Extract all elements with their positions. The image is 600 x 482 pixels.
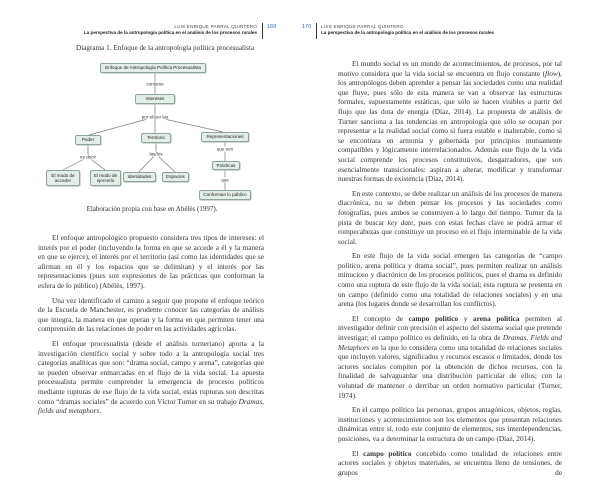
diagram-link-label: las/los <box>149 151 163 157</box>
diagram-node-conforman: Conforman lo público <box>199 190 251 200</box>
diagram-title: Diagrama 1. Enfoque de la antropología política procesualista <box>76 44 255 52</box>
text-run: En este contexto, se debe realizar un análisis de los procesos de manera diacrónica, no se deben pensar los procesos y las sociedades como fotografías, pues ambos se construyen a lo largo del tiempo. Turner da la pista de buscar <box>338 188 562 227</box>
diagram-link-label: que <box>221 177 229 183</box>
diagram-caption: Elaboración propia con base en Abélès (1997). <box>86 205 218 213</box>
header-author: LUIS ENRIQUE PARRAL QUINTERO <box>321 24 404 29</box>
text-run: El mundo social es un mundo de acontecimientos, de procesos, por tal motivo considera que la vida social se encuentra en flujo constante ( <box>338 59 562 78</box>
text-run: concebido como totalidad de relaciones entre actores sociales y objetos materiales, se encuentra lleno de tensiones, de grupos de <box>338 448 562 477</box>
connector <box>139 154 156 172</box>
paragraph: Una vez identificado el camino a seguir que propone el enfoque teórico de la Escuela de Manchester, es prudente conocer las categorías de análisis que integra, la manera en que operan y la forma en que permiten tener una comprensión de las relaciones de poder en las actividades agrícolas. <box>38 295 264 334</box>
header-author: LUIS ENRIQUE PARRAL QUINTERO <box>174 24 257 29</box>
text-run: permiten al investigador definir con precisión el aspecto del sistema social que pretende investigar; el campo político es definido, en la obra de <box>338 313 563 343</box>
text-run: en la que lo considera como una totalidad de relaciones sociales que incluyen valores, significados y recursos escasos o limitados, donde los actores sociales compiten por la obtención de dichos recursos, con la finalidad de salvaguardar una distribución particular de ellos; con la voluntad de mantener o derribar un orden normativo particular (Turner, 1974). <box>338 342 562 400</box>
text-run: El <box>352 448 364 458</box>
header-title: La perspectiva de la antropología política en el análisis de los procesos rurales <box>83 30 257 35</box>
diagram-node-representaciones: Representaciones <box>201 132 249 142</box>
diagram-link-label: contiene <box>146 81 164 87</box>
paragraph <box>338 59 562 184</box>
paragraph <box>338 449 562 478</box>
bold-term: campo político <box>408 313 459 323</box>
paragraph: En este flujo de la vida social emergen las categorías de “campo político, arena política y drama social”, pues permiten realizar un análisis minucioso y diacrónico de los procesos políticos, pues el drama es definido como una ruptura de este flujo de la vida social; esta ruptura se presenta en un campo (definido como una totalidad de relaciones sociales) y en una arena (los lugares donde se desarrollan los conflictos). <box>338 251 562 309</box>
paragraph: El enfoque antropológico propuesto considera tres tipos de intereses: el interés por el poder (incluyendo la forma en que se accede a él y la manera en que se ejerce), el interés por el territorio (así como las identidades que se afirman en él y los espacios que se delimitan) y el interés por las representaciones (pues son expresiones de las prácticas que conforman la esfera de lo público) (Abélès, 1997). <box>38 233 264 290</box>
italic-title: Dramas, Fields and Metaphors <box>338 333 562 352</box>
diagram-node-identidades: Identidades <box>123 172 156 182</box>
italic-title: Dramas, fields and metaphors <box>38 396 264 416</box>
bold-term: campo político <box>363 448 412 458</box>
text-run: El enfoque procesualista (desde el análisis turneriano) aporta a la investigación científico social y sobre todo a la antropología social tres categorías analíticas que son: “drama social, campo y arena”, categorías que se pueden observar enmarcadas en el flujo de la vida social. La apuesta procesualista permite comprender la emergencia de procesos políticos mediante rupturas de ese flujo de la vida social, estas rupturas son descritas como “dramas sociales” de acuerdo con Víctor Turner en su trabajo <box>38 338 264 406</box>
text-run: , pues con estas fechas clave se podrá armar el rompecabezas que constituye un proceso en el flujo interminable de la vida social. <box>338 217 562 246</box>
text-run: . <box>99 406 102 416</box>
diagram-node-territorio: Territorio <box>141 133 171 143</box>
paragraph: En el campo político las personas, grupos antagónicos, objetos, reglas, instituciones y acontecimientos son los elementos que presentan relaciones dinámicas entre sí, todo este conjunto de elementos, sus interdependencias, posiciones, va a determinar la estructura de un campo (Díaz, 2014). <box>338 405 562 443</box>
diagram-link-label: que son <box>216 146 234 152</box>
diagram-node-poder: Poder <box>75 135 101 145</box>
diagram-node-modo-ejercerlo: El modo de ejercerlo <box>90 170 121 186</box>
text-run: ), los antropólogos deben aprender a pensar las sociedades como una realidad que fluye, pues sólo de esta manera se van a observar las estructuras formales, supuestamente estáticas, que sólo se hacen visibles a partir del flujo que las dota de energía (Díaz, 2014). La propuesta de análisis de Turner sanciona a las tendencias en antropología que sólo se ocupan por representar a la realidad social como si fuera estable e inalterable, como si se encontrara en armonía y gobernada por principios mutuamente compatibles y lógicamente interrelacionados. Además este flujo de la vida social comprende los procesos constitutivos, desgarradores, que son esencialmente transicionales: aspiran a alterar, modificar y transformar nuestras formas de existencia (Díaz, 2014). <box>338 68 562 184</box>
paragraph <box>338 189 562 247</box>
italic-term: key date <box>387 217 414 227</box>
diagram-node-practicas: Prácticas <box>212 161 240 170</box>
diagram-node-root: Enfoque de Antropología Política Procesualista <box>100 63 206 73</box>
text-run: y <box>458 313 474 323</box>
diagram-link-label: es decir <box>79 154 97 160</box>
page-number: 170 <box>302 24 312 30</box>
right-body-text <box>338 59 562 482</box>
paragraph <box>338 314 562 400</box>
diagram-link-label: por el/por las <box>141 114 169 120</box>
page-number: 169 <box>267 24 277 30</box>
left-body-text <box>38 233 264 421</box>
header-title: La perspectiva de la antropología política en el análisis de los procesos rurales <box>321 30 495 35</box>
paragraph <box>38 339 264 416</box>
diagram-node-intereses: Intereses <box>135 94 175 104</box>
text-run: El concepto de <box>352 313 409 323</box>
connector <box>156 154 175 172</box>
diagram-node-modo-acceder: El modo de acceder <box>46 170 80 186</box>
bold-term: arena política <box>473 313 520 323</box>
italic-term: flow <box>545 68 558 78</box>
diagram-node-espacios: Espacios <box>162 172 189 182</box>
